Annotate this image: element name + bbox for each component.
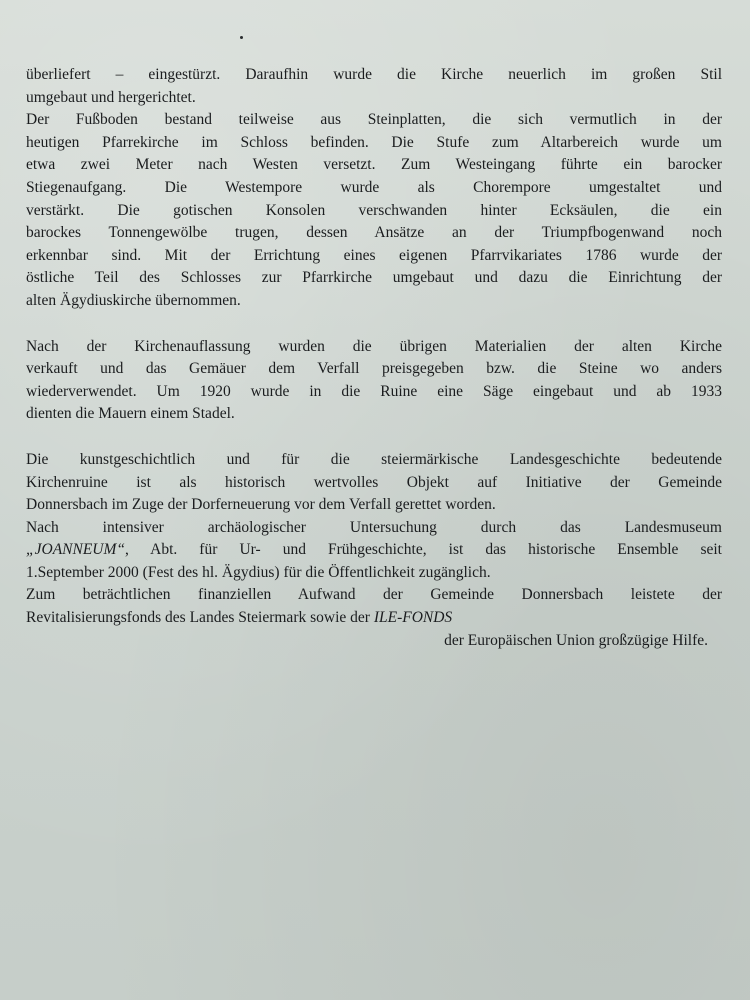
- text-line: Kirchenruine ist als historisch wertvolles Objekt auf Initiative der Gemeinde: [26, 473, 722, 491]
- italic-text: „JOANNEUM“: [26, 541, 126, 559]
- text-line: dienten die Mauern einem Stadel.: [26, 405, 235, 423]
- text-line: Die kunstgeschichtlich und für die steiermärkische Landesgeschichte bedeutende: [26, 450, 722, 468]
- text-run: 1.September 2000 (Fest des hl. Ägydius) für die Öffentlichkeit zugänglich.: [26, 563, 491, 581]
- italic-text: ILE-FONDS: [373, 609, 453, 627]
- text-line: etwa zwei Meter nach Westen versetzt. Zum Westeingang führte ein barocker: [26, 156, 722, 174]
- text-line: umgebaut und hergerichtet.: [26, 88, 196, 106]
- text-line: barockes Tonnengewölbe trugen, dessen Ansätze an der Triumpfbogenwand noch: [26, 224, 722, 242]
- text-run: , Abt. für Ur- und Frühgeschichte, ist das historische Ensemble seit: [125, 541, 722, 559]
- paragraph-1: [26, 64, 722, 109]
- paragraph-5: [26, 517, 722, 630]
- closing-line: der Europäischen Union großzügige Hilfe.: [444, 631, 708, 649]
- paragraph-3: [26, 336, 722, 426]
- text-line: [26, 607, 722, 630]
- text-line: wiederverwendet. Um 1920 wurde in die Ruine eine Säge eingebaut und ab 1933: [26, 382, 722, 400]
- text-line: [26, 517, 722, 540]
- text-line: [26, 539, 722, 562]
- text-line: verstärkt. Die gotischen Konsolen verschwanden hinter Ecksäulen, die ein: [26, 201, 722, 219]
- text-line: verkauft und das Gemäuer dem Verfall preisgegeben bzw. die Steine wo anders: [26, 360, 722, 378]
- text-run: Revitalisierungsfonds des Landes Steiermark sowie der: [26, 609, 374, 627]
- paragraph-4: [26, 449, 722, 517]
- text-line: östliche Teil des Schlosses zur Pfarrkirche umgebaut und dazu die Einrichtung der: [26, 269, 722, 287]
- paragraph-2: [26, 109, 722, 312]
- text-line: alten Ägydiuskirche übernommen.: [26, 291, 241, 309]
- text-line: Stiegenaufgang. Die Westempore wurde als Chorempore umgestaltet und: [26, 178, 722, 196]
- text-line: [26, 562, 722, 585]
- text-line: überliefert – eingestürzt. Daraufhin wurde die Kirche neuerlich im großen Stil: [26, 66, 722, 83]
- text-line: Donnersbach im Zuge der Dorferneuerung vor dem Verfall gerettet worden.: [26, 496, 496, 514]
- document-body: [26, 64, 722, 652]
- text-line: heutigen Pfarrekirche im Schloss befinden. Die Stufe zum Altarbereich wurde um: [26, 133, 722, 151]
- text-line: [26, 584, 722, 607]
- text-run: Nach intensiver archäologischer Untersuchung durch das Landesmuseum: [26, 518, 722, 536]
- scan-speck: [240, 36, 243, 39]
- text-line: Der Fußboden bestand teilweise aus Steinplatten, die sich vermutlich in der: [26, 111, 722, 129]
- text-line: Nach der Kirchenauflassung wurden die übrigen Materialien der alten Kirche: [26, 337, 722, 355]
- text-line: erkennbar sind. Mit der Errichtung eines eigenen Pfarrvikariates 1786 wurde der: [26, 246, 722, 264]
- text-run: Zum beträchtlichen finanziellen Aufwand der Gemeinde Donnersbach leistete der: [26, 586, 722, 604]
